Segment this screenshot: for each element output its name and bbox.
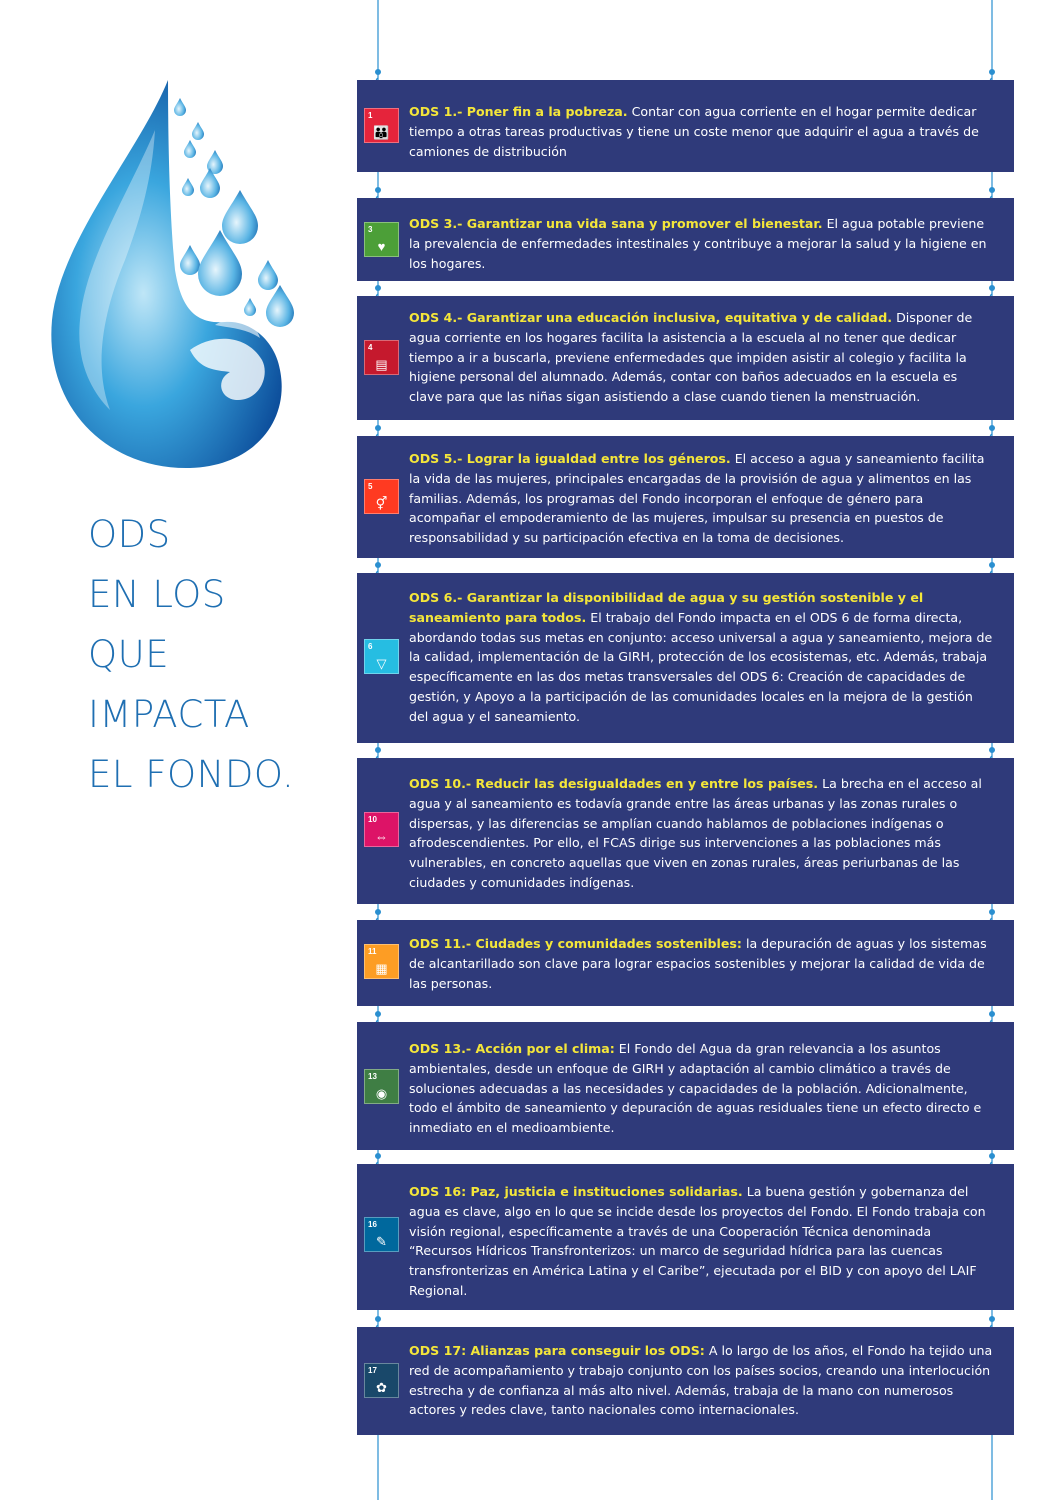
badge-number: 1 xyxy=(368,111,373,120)
card-heading: ODS 4.- Garantizar una educación inclusiva, equitativa y de calidad. xyxy=(409,310,893,325)
badge-number: 16 xyxy=(368,1220,377,1229)
page-title xyxy=(88,505,348,805)
ods-badge xyxy=(364,1217,399,1252)
card-text xyxy=(409,1182,994,1301)
card-heading: ODS 16: Paz, justicia e instituciones solidarias. xyxy=(409,1184,743,1199)
water-glass-icon: ▽ xyxy=(376,656,387,671)
card-body: El acceso a agua y saneamiento facilita la vida de las mujeres, principales encargadas de la provisión de agua y alimentos en las familias. Además, los programas del Fondo incorporan el enfoque de género para acompañar el empoderamiento de las mujeres, impulsar su presencia en puestos de responsabilidad y su participación efectiva en la toma de decisiones. xyxy=(409,451,985,546)
card-heading: ODS 13.- Acción por el clima: xyxy=(409,1041,615,1056)
family-icon: 👪 xyxy=(373,125,390,140)
badge-number: 10 xyxy=(368,815,377,824)
badge-number: 11 xyxy=(368,947,377,956)
small-drops xyxy=(174,98,294,327)
ods-card-17 xyxy=(357,1327,1014,1435)
card-body: El trabajo del Fondo impacta en el ODS 6 de forma directa, abordando todas sus metas en conjunto: acceso universal a agua y saneamiento, mejora de la calidad, implementación de la GIRH, protección de los ecosistemas, etc. Además, trabaja específicamente en las dos metas transversales del ODS 6: Creación de capacidades de gestión, y Apoyo a la participación de las comunidades locales en la mejora de la gestión del agua y el saneamiento. xyxy=(409,609,993,724)
card-body: El Fondo del Agua da gran relevancia a los asuntos ambientales, desde un enfoque de GIRH y adaptación al cambio climático a través de soluciones adecuadas a las necesidades y capacidades de la población. Adicionalmente, todo el ámbito de saneamiento y depuración de aguas residuales tiene un efecto directo e inmediato en el medioambiente. xyxy=(409,1041,982,1136)
ods-card-11 xyxy=(357,920,1014,1006)
badge-number: 5 xyxy=(368,482,373,491)
ods-badge xyxy=(364,479,399,514)
city-icon: ▦ xyxy=(375,961,388,976)
ods-badge xyxy=(364,340,399,375)
card-body: El agua potable previene la prevalencia de enfermedades intestinales y contribuye a mejorar la salud y la higiene en los hogares. xyxy=(409,216,987,271)
heartbeat-icon: ♥ xyxy=(377,239,386,254)
ods-card-10 xyxy=(357,758,1014,904)
card-heading: ODS 6.- Garantizar la disponibilidad de agua y su gestión sostenible y el saneamiento para todos. xyxy=(409,590,924,625)
gender-equality-icon: ⚥ xyxy=(375,496,388,511)
card-text xyxy=(409,1341,994,1420)
title-line-2: EN LOS xyxy=(88,573,226,616)
card-text xyxy=(409,308,994,407)
card-body: la depuración de aguas y los sistemas de alcantarillado son clave para lograr espacios sostenibles y mejorar la calidad de vida de las personas. xyxy=(409,936,987,991)
card-body: Disponer de agua corriente en los hogares facilita la asistencia a la escuela al no tener que dedicar tiempo a ir a buscarla, previene enfermedades que impiden asistir al colegio y facilita la higiene personal del alumnado. Además, contar con baños adecuados en la escuela es clave para que las niñas sigan asistiendo a clase cuando tienen la menstruación. xyxy=(409,310,973,405)
card-text xyxy=(409,102,994,161)
ods-card-13 xyxy=(357,1022,1014,1150)
card-body: A lo largo de los años, el Fondo ha tejido una red de acompañamiento y trabajo conjunto con los países socios, creando una interlocución estrecha y de confianza al más alto nivel. Además, trabaja de la mano con numerosos actores y redes clave, tanto nacionales como internacionales. xyxy=(409,1343,993,1418)
ods-badge xyxy=(364,1363,399,1398)
card-heading: ODS 5.- Lograr la igualdad entre los géneros. xyxy=(409,451,731,466)
card-heading: ODS 3.- Garantizar una vida sana y promover el bienestar. xyxy=(409,216,823,231)
ods-card-4 xyxy=(357,296,1014,420)
card-text xyxy=(409,1039,994,1138)
card-text xyxy=(409,934,994,993)
equality-icon: ⇔ xyxy=(375,829,388,844)
card-body: Contar con agua corriente en el hogar permite dedicar tiempo a otras tareas productivas y tiene un coste menor que adquirir el agua a través de camiones de distribución xyxy=(409,104,979,159)
flower-icon: ✿ xyxy=(376,1380,387,1395)
ods-badge xyxy=(364,1069,399,1104)
water-drop-illustration xyxy=(40,70,310,490)
big-drop xyxy=(51,80,281,468)
card-text xyxy=(409,214,994,273)
dove-icon: ✎ xyxy=(376,1234,387,1249)
book-icon: ▤ xyxy=(375,357,388,372)
badge-number: 3 xyxy=(368,225,373,234)
ods-card-6 xyxy=(357,573,1014,743)
card-heading: ODS 17: Alianzas para conseguir los ODS: xyxy=(409,1343,705,1358)
title-line-1: ODS xyxy=(88,513,171,556)
card-text xyxy=(409,588,994,727)
ods-card-5 xyxy=(357,436,1014,558)
ods-badge xyxy=(364,944,399,979)
ods-card-1 xyxy=(357,80,1014,172)
title-line-5: EL FONDO. xyxy=(88,753,295,796)
card-text xyxy=(409,774,994,893)
card-heading: ODS 10.- Reducir las desigualdades en y entre los países. xyxy=(409,776,819,791)
ods-badge xyxy=(364,812,399,847)
card-body: La buena gestión y gobernanza del agua es clave, algo en lo que se incide desde los proyectos del Fondo. El Fondo trabaja con visión regional, específicamente a través de una Cooperación Técnica denominada “Recursos Hídricos Transfronterizos: un marco de seguridad hídrica para las cuencas transfronterizas en América Latina y el Caribe”, ejecutada por el BID y con apoyo del LAIF Regional. xyxy=(409,1184,986,1298)
title-line-3: QUE xyxy=(88,633,170,676)
ods-badge xyxy=(364,108,399,143)
eye-globe-icon: ◉ xyxy=(375,1086,388,1101)
card-body: La brecha en el acceso al agua y al saneamiento es todavía grande entre las áreas urbanas y las zonas rurales o dispersas, y las diferencias se amplían cuando hablamos de poblaciones indígenas o afrodescendientes. Por ello, el FCAS dirige sus intervenciones a las poblaciones más vulnerables, en concreto aquellas que viven en zonas rurales, áreas periurbanas de las ciudades y comunidades indígenas. xyxy=(409,776,982,890)
badge-number: 17 xyxy=(368,1366,377,1375)
badge-number: 4 xyxy=(368,343,373,352)
badge-number: 13 xyxy=(368,1072,377,1081)
title-line-4: IMPACTA xyxy=(88,693,250,736)
card-heading: ODS 1.- Poner fin a la pobreza. xyxy=(409,104,628,119)
ods-card-3 xyxy=(357,198,1014,281)
ods-card-16 xyxy=(357,1164,1014,1310)
card-heading: ODS 11.- Ciudades y comunidades sostenibles: xyxy=(409,936,742,951)
badge-number: 6 xyxy=(368,642,373,651)
ods-badge xyxy=(364,639,399,674)
card-text xyxy=(409,449,994,548)
ods-badge xyxy=(364,222,399,257)
